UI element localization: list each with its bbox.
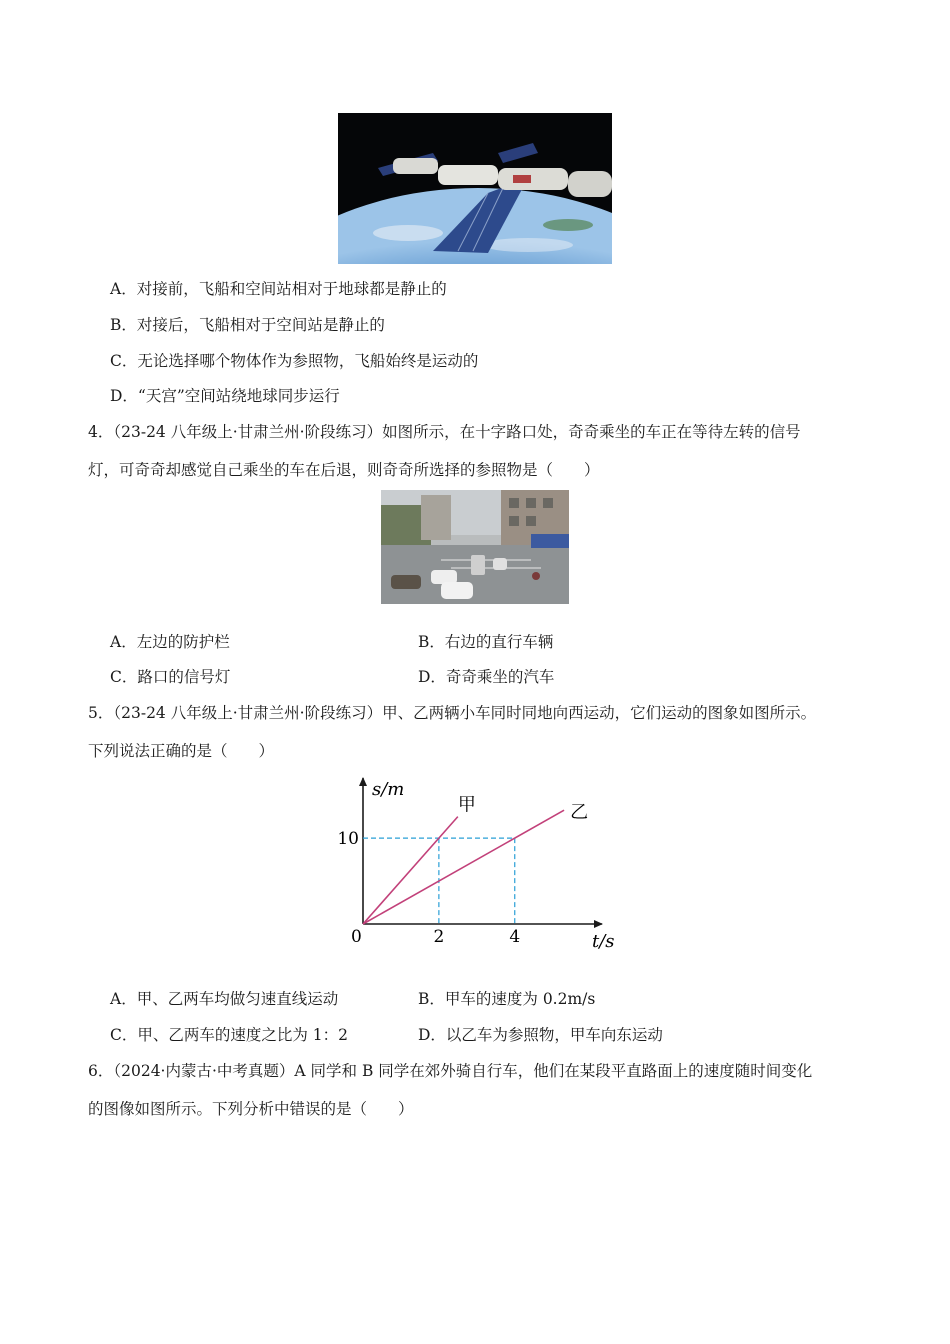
intersection-illustration [381, 490, 569, 604]
intersection-photo [381, 490, 569, 604]
q5-option-c: C．甲、乙两车的速度之比为 1：2 [110, 1026, 349, 1044]
q4-option-d: D．奇奇乘坐的汽车 [418, 668, 555, 686]
q4-option-a: A．左边的防护栏 [110, 633, 230, 651]
q5-option-a: A．甲、乙两车均做匀速直线运动 [110, 990, 339, 1008]
q3-option-b: B．对接后，飞船相对于空间站是静止的 [110, 316, 385, 334]
q3-option-c: C．无论选择哪个物体作为参照物，飞船始终是运动的 [110, 352, 479, 370]
q5-option-b: B．甲车的速度为 0.2m/s [418, 990, 596, 1008]
series-label-jia: 甲 [457, 794, 476, 816]
q4-option-b: B．右边的直行车辆 [418, 633, 554, 651]
y-axis-label: s/m [372, 779, 405, 800]
series-line-jia [363, 817, 458, 924]
x-tick-label-2: 2 [433, 927, 445, 947]
y-tick-label-10: 10 [337, 829, 359, 850]
x-tick-label-4: 4 [509, 927, 521, 947]
space-station-photo [338, 113, 612, 264]
q6-stem-line-2: 的图像如图所示。下列分析中错误的是（ ） [88, 1100, 414, 1118]
s-t-graph [330, 770, 620, 955]
x-axis-label: t/s [592, 931, 615, 952]
q5-option-d: D．以乙车为参照物，甲车向东运动 [418, 1026, 663, 1044]
q4-stem-line-1: 4．（23-24 八年级上·甘肃兰州·阶段练习）如图所示，在十字路口处，奇奇乘坐的车正在等待左转的信号 [88, 423, 801, 441]
series-line-yi [363, 810, 564, 924]
q3-option-a: A．对接前，飞船和空间站相对于地球都是静止的 [110, 280, 447, 298]
series-label-yi: 乙 [570, 802, 589, 824]
q4-stem-line-2: 灯，可奇奇却感觉自己乘坐的车在后退，则奇奇所选择的参照物是（ ） [88, 461, 600, 479]
q5-stem-line-1: 5．（23-24 八年级上·甘肃兰州·阶段练习）甲、乙两辆小车同时同地向西运动，它们运动的图象如图所示。 [88, 704, 817, 722]
q3-option-d: D．“天宫”空间站绕地球同步运行 [110, 387, 340, 405]
origin-label: 0 [351, 927, 362, 947]
q6-stem-line-1: 6．（2024·内蒙古·中考真题）A 同学和 B 同学在郊外骑自行车，他们在某段平直路面上的速度随时间变化 [88, 1062, 813, 1080]
q4-option-c: C．路口的信号灯 [110, 668, 231, 686]
space-station-illustration [338, 113, 612, 264]
q5-stem-line-2: 下列说法正确的是（ ） [88, 742, 275, 760]
